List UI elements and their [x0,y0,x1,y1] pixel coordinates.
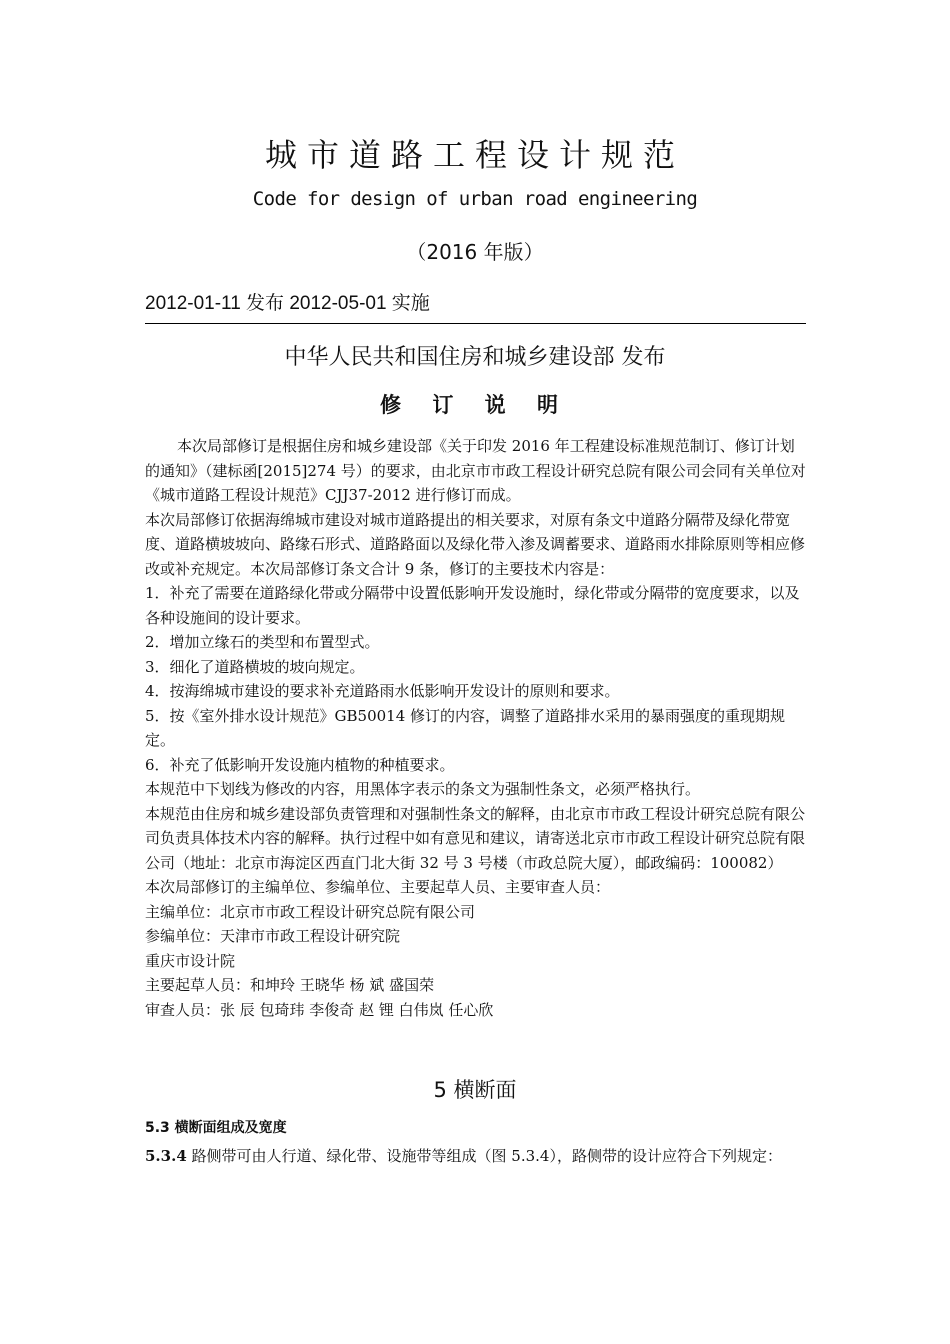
paragraph-underline-note: 本规范中下划线为修改的内容，用黑体字表示的条文为强制性条文，必须严格执行。 [145,780,701,798]
list-item: 6．补充了低影响开发设施内植物的种植要求。 [145,755,455,774]
paragraph-administration: 本规范由住房和城乡建设部负责管理和对强制性条文的解释，由北京市市政工程设计研究总院有限公司负责具体技术内容的解释。执行过程中如有意见和建议，请寄送北京市市政工程设计研究总院有限公司（地址：北京市海淀区西直门北大街 32 号 3 号楼（市政总院大厦），邮政编码：100082） [145,804,806,872]
subsection-heading: 5.3 横断面组成及宽度 [145,1120,287,1136]
list-item: 1．补充了需要在道路绿化带或分隔带中设置低影响开发设施时，绿化带或分隔带的宽度要求，以及各种设施间的设计要求。 [145,584,800,627]
list-item: 4．按海绵城市建设的要求补充道路雨水低影响开发设计的原则和要求。 [145,682,620,700]
english-title: Code for design of urban road engineering [252,188,698,210]
paragraph-units-intro: 本次局部修订的主编单位、参编单位、主要起草人员、主要审查人员： [145,878,611,896]
paragraph-intro: 本次局部修订是根据住房和城乡建设部《关于印发 2016 年工程建设标准规范制订、修订计划的通知》（建标函[2015]274 号）的要求，由北京市市政工程设计研究总院有限公司会同有关单位对《城市道路工程设计规范》CJJ37-2012 进行修订而成。 [145,437,806,504]
list-item: 2．增加立缘石的类型和布置型式。 [145,633,380,651]
paragraph-basis: 本次局部修订依据海绵城市建设对城市道路提出的相关要求，对原有条文中道路分隔带及绿化带宽度、道路横坡坡向、路缘石形式、道路路面以及绿化带入渗及调蓄要求、道路雨水排除原则等相应修改或补充规定。本次局部修订条文合计 9 条，修订的主要技术内容是： [145,510,806,578]
clause-number: 5.3.4 [145,1147,187,1165]
document-title: 城市道路工程设计规范 [264,136,685,174]
clause-block [145,1114,807,1170]
reviewers-list: 审查人员：张 辰 包琦玮 李俊奇 赵 锂 白伟岚 任心欣 [145,1000,494,1019]
drafters-list: 主要起草人员：和坤玲 王晓华 杨 斌 盛国荣 [145,976,435,994]
list-item: 5．按《室外排水设计规范》GB50014 修订的内容，调整了道路排水采用的暴雨强度的重现期规定。 [145,706,786,749]
participating-unit: 参编单位：天津市市政工程设计研究院 [145,927,401,945]
divider-line [145,323,806,324]
publisher-line: 中华人民共和国住房和城乡建设部 发布 [284,345,666,370]
revision-notes-body [145,434,807,1022]
issue-dates: 2012-01-11 发布 2012-05-01 实施 [145,293,430,314]
chief-editor-unit: 主编单位：北京市市政工程设计研究总院有限公司 [145,902,476,921]
edition-label: （2016 年版） [406,240,544,264]
revision-notes-title: 修 订 说 明 [380,393,570,417]
list-item: 3．细化了道路横坡的坡向规定。 [145,657,365,676]
clause-text: 路侧带可由人行道、绿化带、设施带等组成（图 5.3.4），路侧带的设计应符合下列规定： [186,1147,782,1165]
participating-unit-2: 重庆市设计院 [145,951,236,970]
section-heading: 5 横断面 [433,1078,517,1102]
clause-paragraph [145,1142,807,1170]
